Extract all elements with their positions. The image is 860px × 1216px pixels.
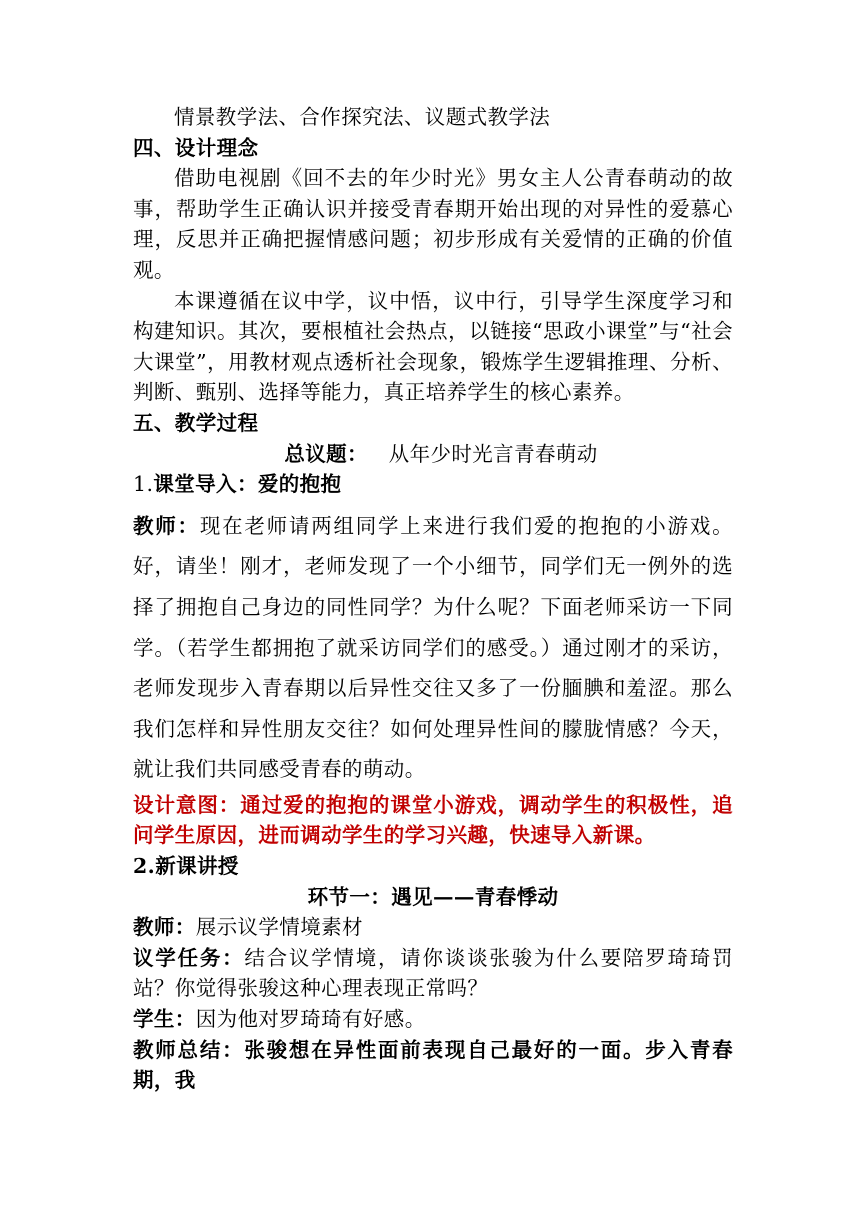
section-5-heading: 五、教学过程 [133,410,259,435]
task-paragraph [133,943,733,1004]
summary-text: 张骏想在异性面前表现自己最好的一面。步入青春期，我 [133,1037,733,1093]
student-paragraph [133,1004,733,1035]
teacher-2-text: 展示议学情境素材 [195,915,363,940]
overall-topic-text: 从年少时光言青春萌动 [388,441,598,466]
step-1-title: 课堂导入：爱的抱抱 [153,472,342,497]
design-concept-paragraph-2: 本课遵循在议中学，议中悟，议中行，引导学生深度学习和构建知识。其次，要根植社会热点，以链接“思政小课堂”与“社会大课堂”，用教材观点透析社会现象，锻炼学生逻辑推理、分析、判断、甄别、选择等能力，真正培养学生的核心素养。 [133,288,733,405]
teaching-methods: 情景教学法、合作探究法、议题式教学法 [174,105,551,129]
teacher-2-paragraph [133,912,733,943]
teacher-2-label: 教师： [133,915,196,940]
design-concept-paragraph-1: 借助电视剧《回不去的年少时光》男女主人公青春萌动的故事，帮助学生正确认识并接受青春期开始出现的对异性的爱慕心理，反思并正确把握情感问题；初步形成有关爱情的正确的价值观。 [133,166,733,282]
teacher-text: 现在老师请两组同学上来进行我们爱的抱抱的小游戏。好，请坐！刚才，老师发现了一个小细节，同学们无一例外的选择了拥抱自己身边的同性同学？为什么呢？下面老师采访一下同学。（若学生都拥抱了就采访同学们的感受。）通过刚才的采访，老师发现步入青春期以后异性交往又多了一份腼腆和羞涩。那么我们怎样和异性朋友交往？如何处理异性间的朦胧情感？今天，就让我们共同感受青春的萌动。 [133,513,733,782]
task-label: 议学任务： [133,945,245,970]
overall-topic-label: 总议题： [284,441,368,466]
step-1-heading [133,469,733,500]
design-intent: 设计意图：通过爱的抱抱的课堂小游戏，调动学生的积极性，追问学生原因，进而调动学生的学习兴趣，快速导入新课。 [133,792,733,848]
summary-label: 教师总结： [133,1037,245,1062]
student-text: 因为他对罗琦琦有好感。 [195,1007,426,1032]
section-4-heading: 四、设计理念 [133,135,259,160]
overall-topic [133,439,733,470]
teacher-paragraph [133,506,733,790]
summary-paragraph [133,1035,733,1096]
step-2-heading: 2.新课讲授 [133,854,239,879]
document-page [133,102,733,1096]
task-text: 结合议学情境，请你谈谈张骏为什么要陪罗琦琦罚站？你觉得张骏这种心理表现正常吗？ [133,945,733,1001]
teacher-label: 教师： [133,513,200,538]
link-1-heading: 环节一：遇见——青春悸动 [307,884,559,909]
student-label: 学生： [133,1007,196,1032]
step-1-number: 1. [133,472,154,497]
